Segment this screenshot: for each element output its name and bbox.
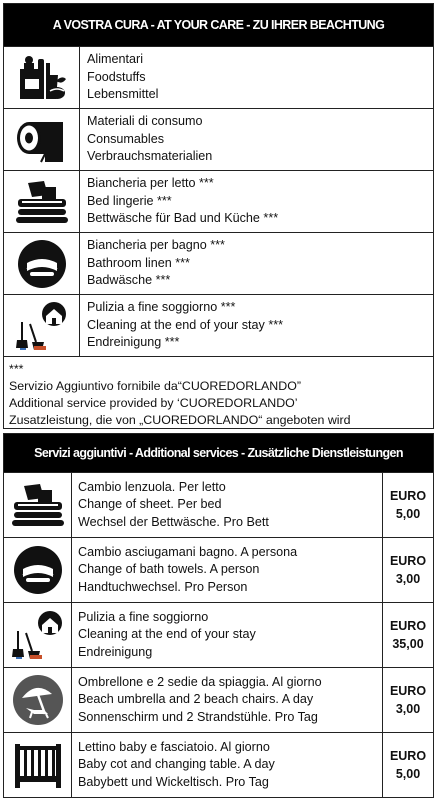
service-line: Change of bath towels. A person	[78, 562, 260, 577]
price-amount: 3,00	[395, 702, 421, 716]
price-currency: EURO	[389, 489, 427, 503]
price-currency: EURO	[389, 554, 427, 568]
care-line: Verbrauchsmaterialien	[87, 149, 213, 164]
care-line: Endreinigung ***	[87, 335, 180, 350]
cleaning-icon	[4, 295, 80, 356]
care-row-cleaning	[4, 294, 433, 356]
care-line: Bettwäsche für Bad und Küche ***	[87, 211, 279, 226]
care-line: Alimentari	[87, 52, 143, 67]
care-row-foodstuffs	[4, 46, 433, 108]
service-line: Cambio asciugamani bagno. A persona	[78, 544, 298, 559]
care-line: Consumables	[87, 131, 165, 146]
service-line: Sonnenschirm und 2 Strandstühle. Pro Tag	[78, 709, 318, 724]
service-row-sheets	[4, 472, 433, 537]
note-mark: ***	[9, 362, 24, 376]
note-line: Zusatzleistung, die von „CUOREDORLANDO“ angeboten wird	[9, 413, 351, 427]
service-line: Babybett und Wickeltisch. Pro Tag	[78, 774, 269, 789]
care-table	[3, 3, 434, 429]
service-line: Lettino baby e fasciatoio. Al giorno	[78, 739, 270, 754]
cleaning-icon	[4, 603, 72, 667]
service-line: Pulizia a fine soggiorno	[78, 609, 209, 624]
service-price	[383, 733, 433, 797]
services-table	[3, 433, 434, 798]
price-amount: 5,00	[395, 767, 421, 781]
service-line: Ombrellone e 2 sedie da spiaggia. Al giorno	[78, 674, 322, 689]
care-line: Foodstuffs	[87, 69, 146, 84]
bed-linen-icon	[4, 473, 72, 537]
care-line: Biancheria per letto ***	[87, 176, 214, 191]
bed-linen-icon	[4, 171, 80, 232]
service-line: Beach umbrella and 2 beach chairs. A day	[78, 692, 314, 707]
care-line: Materiali di consumo	[87, 114, 203, 129]
towel-icon	[4, 233, 80, 294]
service-price	[383, 668, 433, 732]
service-row-cleaning	[4, 602, 433, 667]
care-row-consumables	[4, 108, 433, 170]
care-title: A VOSTRA CURA - AT YOUR CARE - ZU IHRER BEACHTUNG	[4, 4, 433, 46]
care-line: Pulizia a fine soggiorno ***	[87, 300, 236, 315]
service-row-beach	[4, 667, 433, 732]
price-currency: EURO	[389, 749, 427, 763]
service-price	[383, 473, 433, 537]
service-line: Wechsel der Bettwäsche. Pro Bett	[78, 514, 269, 529]
service-price	[383, 603, 433, 667]
care-line: Bathroom linen ***	[87, 255, 190, 270]
groceries-icon	[4, 47, 80, 108]
care-line: Badwäsche ***	[87, 273, 171, 288]
additional-service-note	[4, 356, 433, 428]
price-amount: 5,00	[395, 507, 421, 521]
note-line: Additional service provided by ‘CUOREDORLANDO’	[9, 396, 298, 410]
services-title: Servizi aggiuntivi - Additional services - Zusätzliche Dienstleistungen	[4, 434, 433, 472]
care-line: Lebensmittel	[87, 87, 159, 102]
price-currency: EURO	[389, 619, 427, 633]
service-price	[383, 538, 433, 602]
care-line: Cleaning at the end of your stay ***	[87, 317, 284, 332]
service-line: Cambio lenzuola. Per letto	[78, 479, 226, 494]
note-line: Servizio Aggiuntivo fornibile da“CUOREDORLANDO”	[9, 379, 301, 393]
beach-umbrella-icon	[4, 668, 72, 732]
service-line: Baby cot and changing table. A day	[78, 757, 275, 772]
price-amount: 35,00	[392, 637, 424, 651]
service-line: Endreinigung	[78, 644, 153, 659]
service-line: Cleaning at the end of your stay	[78, 627, 256, 642]
service-row-towels	[4, 537, 433, 602]
price-currency: EURO	[389, 684, 427, 698]
care-row-bath-linen	[4, 232, 433, 294]
care-row-bed-linen	[4, 170, 433, 232]
care-line: Biancheria per bagno ***	[87, 238, 225, 253]
towel-icon	[4, 538, 72, 602]
baby-cot-icon	[4, 733, 72, 797]
service-line: Handtuchwechsel. Pro Person	[78, 579, 248, 594]
service-row-baby-cot	[4, 732, 433, 797]
care-line: Bed lingerie ***	[87, 193, 172, 208]
service-line: Change of sheet. Per bed	[78, 497, 222, 512]
price-amount: 3,00	[395, 572, 421, 586]
toilet-paper-icon	[4, 109, 80, 170]
